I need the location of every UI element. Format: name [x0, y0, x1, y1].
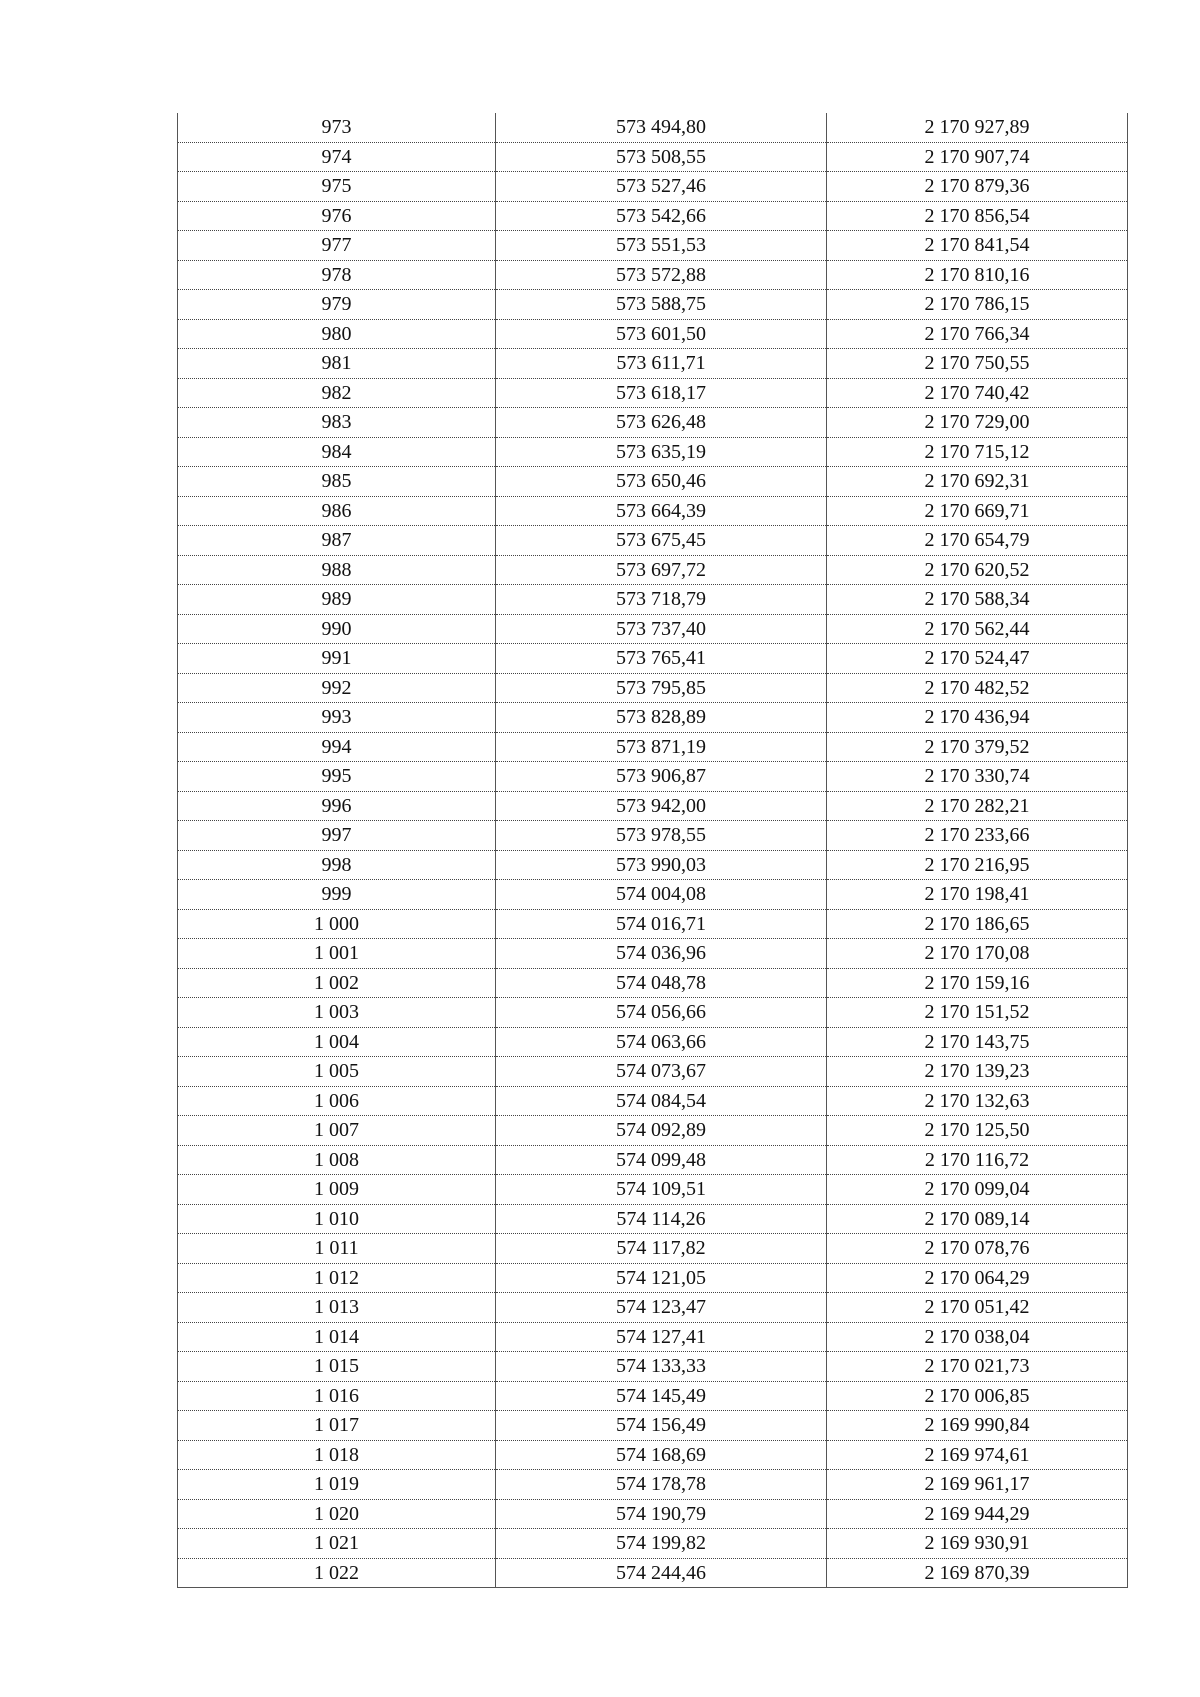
y-coordinate-cell: 2 169 961,17: [827, 1470, 1128, 1500]
table-row: [178, 1086, 1128, 1116]
x-coordinate-cell: 573 551,53: [496, 231, 827, 261]
x-coordinate-cell: 573 718,79: [496, 585, 827, 615]
table-row: [178, 850, 1128, 880]
table-row: [178, 437, 1128, 467]
y-coordinate-cell: 2 170 669,71: [827, 496, 1128, 526]
x-coordinate-cell: 574 145,49: [496, 1381, 827, 1411]
x-coordinate-cell: 574 109,51: [496, 1175, 827, 1205]
y-coordinate-cell: 2 170 021,73: [827, 1352, 1128, 1382]
y-coordinate-cell: 2 170 588,34: [827, 585, 1128, 615]
y-coordinate-cell: 2 170 654,79: [827, 526, 1128, 556]
table-row: [178, 1558, 1128, 1588]
y-coordinate-cell: 2 169 930,91: [827, 1529, 1128, 1559]
table-row: [178, 231, 1128, 261]
point-number-cell: 996: [178, 791, 496, 821]
y-coordinate-cell: 2 170 786,15: [827, 290, 1128, 320]
y-coordinate-cell: 2 170 078,76: [827, 1234, 1128, 1264]
point-number-cell: 999: [178, 880, 496, 910]
point-number-cell: 977: [178, 231, 496, 261]
table-row: [178, 172, 1128, 202]
x-coordinate-cell: 574 092,89: [496, 1116, 827, 1146]
y-coordinate-cell: 2 170 379,52: [827, 732, 1128, 762]
x-coordinate-cell: 574 178,78: [496, 1470, 827, 1500]
x-coordinate-cell: 573 650,46: [496, 467, 827, 497]
y-coordinate-cell: 2 170 879,36: [827, 172, 1128, 202]
table-row: [178, 673, 1128, 703]
y-coordinate-cell: 2 170 006,85: [827, 1381, 1128, 1411]
y-coordinate-cell: 2 170 692,31: [827, 467, 1128, 497]
table-row: [178, 614, 1128, 644]
point-number-cell: 987: [178, 526, 496, 556]
table-row: [178, 1116, 1128, 1146]
point-number-cell: 1 016: [178, 1381, 496, 1411]
x-coordinate-cell: 573 697,72: [496, 555, 827, 585]
x-coordinate-cell: 574 199,82: [496, 1529, 827, 1559]
y-coordinate-cell: 2 170 159,16: [827, 968, 1128, 998]
table-row: [178, 113, 1128, 142]
y-coordinate-cell: 2 170 170,08: [827, 939, 1128, 969]
x-coordinate-cell: 573 618,17: [496, 378, 827, 408]
x-coordinate-cell: 574 133,33: [496, 1352, 827, 1382]
y-coordinate-cell: 2 170 132,63: [827, 1086, 1128, 1116]
table-row: [178, 644, 1128, 674]
x-coordinate-cell: 573 990,03: [496, 850, 827, 880]
table-row: [178, 1529, 1128, 1559]
table-row: [178, 1470, 1128, 1500]
point-number-cell: 1 005: [178, 1057, 496, 1087]
table-row: [178, 1204, 1128, 1234]
point-number-cell: 1 017: [178, 1411, 496, 1441]
x-coordinate-cell: 574 168,69: [496, 1440, 827, 1470]
y-coordinate-cell: 2 169 990,84: [827, 1411, 1128, 1441]
x-coordinate-cell: 573 942,00: [496, 791, 827, 821]
y-coordinate-cell: 2 170 064,29: [827, 1263, 1128, 1293]
point-number-cell: 992: [178, 673, 496, 703]
table-row: [178, 260, 1128, 290]
point-number-cell: 983: [178, 408, 496, 438]
point-number-cell: 1 007: [178, 1116, 496, 1146]
point-number-cell: 1 008: [178, 1145, 496, 1175]
point-number-cell: 1 022: [178, 1558, 496, 1588]
x-coordinate-cell: 573 675,45: [496, 526, 827, 556]
point-number-cell: 981: [178, 349, 496, 379]
point-number-cell: 1 004: [178, 1027, 496, 1057]
y-coordinate-cell: 2 170 051,42: [827, 1293, 1128, 1323]
table-row: [178, 142, 1128, 172]
point-number-cell: 1 020: [178, 1499, 496, 1529]
x-coordinate-cell: 573 828,89: [496, 703, 827, 733]
table-row: [178, 1027, 1128, 1057]
y-coordinate-cell: 2 170 330,74: [827, 762, 1128, 792]
y-coordinate-cell: 2 170 750,55: [827, 349, 1128, 379]
x-coordinate-cell: 573 737,40: [496, 614, 827, 644]
point-number-cell: 980: [178, 319, 496, 349]
point-number-cell: 1 013: [178, 1293, 496, 1323]
y-coordinate-cell: 2 170 715,12: [827, 437, 1128, 467]
point-number-cell: 982: [178, 378, 496, 408]
x-coordinate-cell: 573 664,39: [496, 496, 827, 526]
y-coordinate-cell: 2 170 729,00: [827, 408, 1128, 438]
x-coordinate-cell: 573 611,71: [496, 349, 827, 379]
table-row: [178, 1263, 1128, 1293]
x-coordinate-cell: 573 978,55: [496, 821, 827, 851]
y-coordinate-cell: 2 170 282,21: [827, 791, 1128, 821]
point-number-cell: 1 012: [178, 1263, 496, 1293]
point-number-cell: 975: [178, 172, 496, 202]
point-number-cell: 979: [178, 290, 496, 320]
x-coordinate-cell: 574 117,82: [496, 1234, 827, 1264]
x-coordinate-cell: 574 099,48: [496, 1145, 827, 1175]
point-number-cell: 1 021: [178, 1529, 496, 1559]
table-row: [178, 1293, 1128, 1323]
table-row: [178, 526, 1128, 556]
x-coordinate-cell: 574 156,49: [496, 1411, 827, 1441]
y-coordinate-cell: 2 170 198,41: [827, 880, 1128, 910]
point-number-cell: 1 010: [178, 1204, 496, 1234]
y-coordinate-cell: 2 170 099,04: [827, 1175, 1128, 1205]
point-number-cell: 994: [178, 732, 496, 762]
table-row: [178, 1440, 1128, 1470]
x-coordinate-cell: 574 127,41: [496, 1322, 827, 1352]
x-coordinate-cell: 573 542,66: [496, 201, 827, 231]
point-number-cell: 1 000: [178, 909, 496, 939]
table-row: [178, 1234, 1128, 1264]
y-coordinate-cell: 2 169 974,61: [827, 1440, 1128, 1470]
table-row: [178, 201, 1128, 231]
point-number-cell: 989: [178, 585, 496, 615]
x-coordinate-cell: 574 004,08: [496, 880, 827, 910]
table-row: [178, 1411, 1128, 1441]
point-number-cell: 1 002: [178, 968, 496, 998]
table-row: [178, 1352, 1128, 1382]
x-coordinate-cell: 573 765,41: [496, 644, 827, 674]
x-coordinate-cell: 574 114,26: [496, 1204, 827, 1234]
y-coordinate-cell: 2 170 524,47: [827, 644, 1128, 674]
y-coordinate-cell: 2 170 810,16: [827, 260, 1128, 290]
point-number-cell: 1 015: [178, 1352, 496, 1382]
x-coordinate-cell: 574 190,79: [496, 1499, 827, 1529]
table-row: [178, 290, 1128, 320]
table-row: [178, 732, 1128, 762]
table-row: [178, 319, 1128, 349]
table-row: [178, 1145, 1128, 1175]
x-coordinate-cell: 574 084,54: [496, 1086, 827, 1116]
x-coordinate-cell: 573 527,46: [496, 172, 827, 202]
table-row: [178, 1499, 1128, 1529]
coordinates-table: [177, 113, 1128, 1588]
y-coordinate-cell: 2 169 870,39: [827, 1558, 1128, 1588]
point-number-cell: 973: [178, 113, 496, 142]
table-row: [178, 408, 1128, 438]
point-number-cell: 1 003: [178, 998, 496, 1028]
point-number-cell: 976: [178, 201, 496, 231]
point-number-cell: 978: [178, 260, 496, 290]
x-coordinate-cell: 574 048,78: [496, 968, 827, 998]
table-row: [178, 998, 1128, 1028]
table-row: [178, 762, 1128, 792]
table-row: [178, 555, 1128, 585]
point-number-cell: 997: [178, 821, 496, 851]
x-coordinate-cell: 574 036,96: [496, 939, 827, 969]
y-coordinate-cell: 2 170 116,72: [827, 1145, 1128, 1175]
table-row: [178, 880, 1128, 910]
x-coordinate-cell: 574 244,46: [496, 1558, 827, 1588]
point-number-cell: 988: [178, 555, 496, 585]
y-coordinate-cell: 2 170 143,75: [827, 1027, 1128, 1057]
point-number-cell: 1 018: [178, 1440, 496, 1470]
y-coordinate-cell: 2 170 125,50: [827, 1116, 1128, 1146]
y-coordinate-cell: 2 170 151,52: [827, 998, 1128, 1028]
x-coordinate-cell: 574 073,67: [496, 1057, 827, 1087]
y-coordinate-cell: 2 170 740,42: [827, 378, 1128, 408]
y-coordinate-cell: 2 170 089,14: [827, 1204, 1128, 1234]
y-coordinate-cell: 2 170 186,65: [827, 909, 1128, 939]
table-row: [178, 1175, 1128, 1205]
x-coordinate-cell: 573 508,55: [496, 142, 827, 172]
table-row: [178, 378, 1128, 408]
point-number-cell: 1 001: [178, 939, 496, 969]
table-row: [178, 1057, 1128, 1087]
point-number-cell: 993: [178, 703, 496, 733]
x-coordinate-cell: 573 626,48: [496, 408, 827, 438]
x-coordinate-cell: 574 121,05: [496, 1263, 827, 1293]
point-number-cell: 1 009: [178, 1175, 496, 1205]
y-coordinate-cell: 2 170 856,54: [827, 201, 1128, 231]
point-number-cell: 991: [178, 644, 496, 674]
x-coordinate-cell: 573 635,19: [496, 437, 827, 467]
table-row: [178, 349, 1128, 379]
table-row: [178, 467, 1128, 497]
x-coordinate-cell: 574 056,66: [496, 998, 827, 1028]
table-row: [178, 1322, 1128, 1352]
point-number-cell: 998: [178, 850, 496, 880]
y-coordinate-cell: 2 170 766,34: [827, 319, 1128, 349]
x-coordinate-cell: 573 795,85: [496, 673, 827, 703]
point-number-cell: 986: [178, 496, 496, 526]
table-row: [178, 585, 1128, 615]
x-coordinate-cell: 574 016,71: [496, 909, 827, 939]
point-number-cell: 995: [178, 762, 496, 792]
point-number-cell: 990: [178, 614, 496, 644]
point-number-cell: 974: [178, 142, 496, 172]
x-coordinate-cell: 573 906,87: [496, 762, 827, 792]
x-coordinate-cell: 573 572,88: [496, 260, 827, 290]
table-row: [178, 909, 1128, 939]
point-number-cell: 1 019: [178, 1470, 496, 1500]
y-coordinate-cell: 2 170 907,74: [827, 142, 1128, 172]
point-number-cell: 1 006: [178, 1086, 496, 1116]
x-coordinate-cell: 573 494,80: [496, 113, 827, 142]
y-coordinate-cell: 2 170 927,89: [827, 113, 1128, 142]
y-coordinate-cell: 2 170 620,52: [827, 555, 1128, 585]
table-row: [178, 1381, 1128, 1411]
table-row: [178, 821, 1128, 851]
y-coordinate-cell: 2 170 038,04: [827, 1322, 1128, 1352]
point-number-cell: 985: [178, 467, 496, 497]
x-coordinate-cell: 573 601,50: [496, 319, 827, 349]
y-coordinate-cell: 2 169 944,29: [827, 1499, 1128, 1529]
y-coordinate-cell: 2 170 841,54: [827, 231, 1128, 261]
x-coordinate-cell: 574 123,47: [496, 1293, 827, 1323]
y-coordinate-cell: 2 170 139,23: [827, 1057, 1128, 1087]
table-row: [178, 496, 1128, 526]
x-coordinate-cell: 573 588,75: [496, 290, 827, 320]
y-coordinate-cell: 2 170 562,44: [827, 614, 1128, 644]
x-coordinate-cell: 573 871,19: [496, 732, 827, 762]
y-coordinate-cell: 2 170 216,95: [827, 850, 1128, 880]
point-number-cell: 984: [178, 437, 496, 467]
y-coordinate-cell: 2 170 482,52: [827, 673, 1128, 703]
table-row: [178, 791, 1128, 821]
x-coordinate-cell: 574 063,66: [496, 1027, 827, 1057]
coordinates-table-body: [178, 113, 1128, 1588]
y-coordinate-cell: 2 170 436,94: [827, 703, 1128, 733]
y-coordinate-cell: 2 170 233,66: [827, 821, 1128, 851]
table-row: [178, 939, 1128, 969]
table-row: [178, 703, 1128, 733]
point-number-cell: 1 014: [178, 1322, 496, 1352]
table-row: [178, 968, 1128, 998]
point-number-cell: 1 011: [178, 1234, 496, 1264]
